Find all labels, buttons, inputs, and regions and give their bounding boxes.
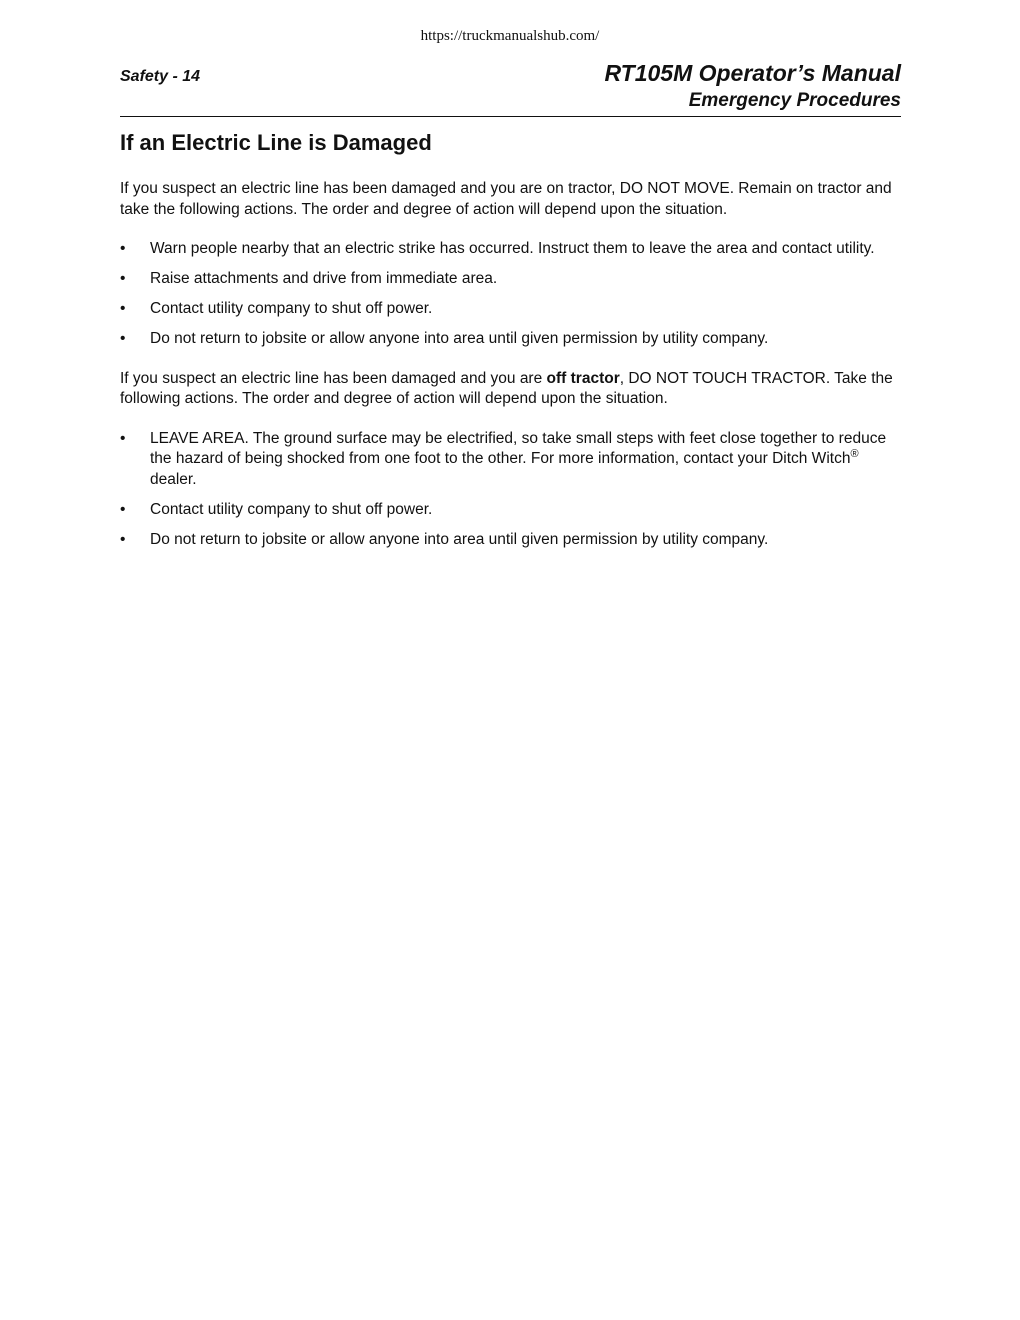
bullet-icon: • (120, 330, 126, 347)
list-item-text: Contact utility company to shut off power. (150, 500, 433, 518)
intro-emphasis: off tractor (546, 369, 620, 387)
bullet-icon: • (120, 240, 126, 257)
bullet-icon: • (120, 500, 126, 518)
page-content (120, 128, 901, 569)
bullet-icon: • (120, 429, 126, 447)
registered-mark: ® (850, 447, 859, 460)
page-heading: If an Electric Line is Damaged (120, 130, 432, 155)
list-item-text: Do not return to jobsite or allow anyone into area until given permission by utility company. (150, 530, 769, 548)
list-item (120, 269, 901, 290)
page-header (120, 60, 901, 117)
off-tractor-intro (120, 369, 901, 410)
bullet-icon: • (120, 530, 126, 548)
list-item-text: LEAVE AREA. The ground surface may be electrified, so take small steps with feet close together to reduce the hazard of being shocked from one foot to the other. For more information, contact your Ditch Witch (150, 429, 887, 467)
list-item-text: Do not return to jobsite or allow anyone into area until given permission by utility company. (150, 330, 769, 347)
list-item (120, 329, 901, 350)
off-tractor-list (120, 429, 901, 551)
bullet-icon: • (120, 270, 126, 287)
bullet-icon: • (120, 300, 126, 317)
list-item (120, 530, 901, 551)
on-tractor-list (120, 239, 901, 350)
page-label: Safety - 14 (120, 68, 201, 85)
intro-text: , DO NOT TOUCH TRACTOR. Take the following actions. The order and degree of action will depend upon the situation. (120, 369, 893, 407)
manual-title: RT105M Operator’s Manual (604, 60, 901, 86)
intro-text: If you suspect an electric line has been damaged and you are (120, 369, 547, 387)
list-item-text: Warn people nearby that an electric strike has occurred. Instruct them to leave the area and contact utility. (150, 240, 875, 257)
list-item (120, 500, 901, 521)
list-item-text: Raise attachments and drive from immediate area. (150, 270, 498, 287)
source-url: https://truckmanualshub.com/ (420, 28, 600, 44)
on-tractor-intro: If you suspect an electric line has been damaged and you are on tractor, DO NOT MOVE. Remain on tractor and take the following actions. The order and degree of action will depend upon the situation. (120, 180, 892, 218)
list-item (120, 429, 901, 491)
list-item-text: Contact utility company to shut off power. (150, 300, 433, 317)
list-item-text: dealer. (150, 470, 197, 488)
section-title: Emergency Procedures (688, 90, 901, 111)
list-item (120, 239, 901, 260)
list-item (120, 299, 901, 320)
